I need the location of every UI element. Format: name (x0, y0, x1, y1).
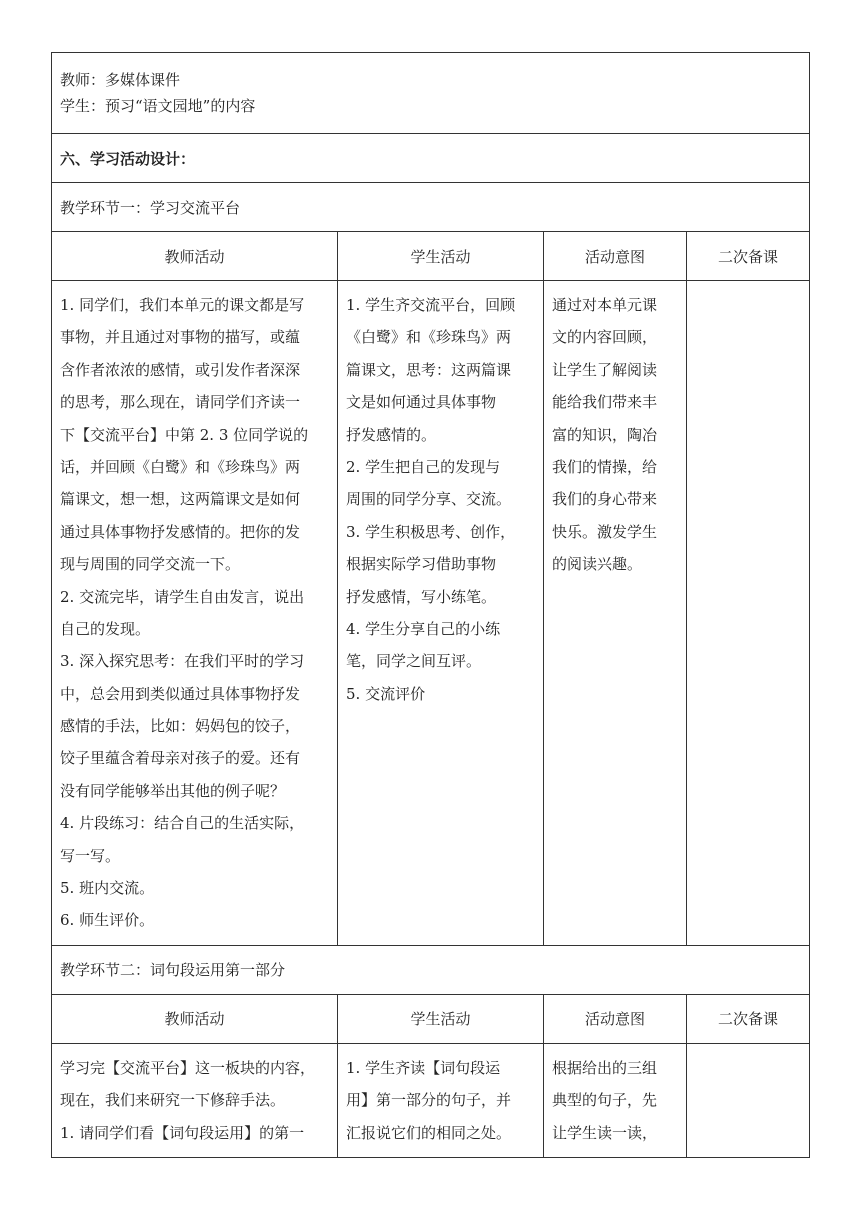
text-line: 4. 片段练习：结合自己的生活实际， (60, 814, 305, 833)
text-line: 快乐。激发学生 (552, 522, 658, 541)
text-line: 1. 同学们，我们本单元的课文都是写 (60, 296, 305, 314)
stage-2-content-row (52, 1043, 810, 1157)
stage-2-activity-intent (544, 1043, 687, 1157)
text-line: 笔，同学之间互评。 (346, 652, 482, 671)
text-line: 的思考，那么现在，请同学们齐读一 (60, 393, 301, 412)
text-line: 周围的同学分享、交流。 (346, 490, 512, 509)
stage-2-title: 教学环节二：词句段运用第一部分 (52, 945, 810, 994)
text-line: 含作者浓浓的感情，或引发作者深深 (60, 360, 301, 379)
student-prep-text: 学生：预习“语文园地”的内容 (60, 97, 256, 115)
text-line: 1. 请同学们看【词句段运用】的第一 (60, 1123, 305, 1142)
column-header-teacher: 教师活动 (52, 232, 338, 281)
text-line: 没有同学能够举出其他的例子呢？ (60, 781, 286, 800)
stage-1-teacher-activity (52, 281, 338, 946)
column-header-notes: 二次备课 (687, 232, 810, 281)
column-header-intent: 活动意图 (544, 994, 687, 1043)
stage-1-secondary-notes (687, 281, 810, 946)
text-line: 1. 学生齐读【词句段运 (346, 1058, 501, 1077)
text-line: 典型的句子，先 (552, 1091, 658, 1110)
text-line: 抒发感情，写小练笔。 (346, 587, 497, 606)
text-line: 4. 学生分享自己的小练 (346, 619, 501, 638)
text-line: 事物，并且通过对事物的描写，或蕴 (60, 328, 301, 347)
text-line: 话，并回顾《白鹭》和《珍珠鸟》两 (60, 457, 301, 476)
text-line: 我们的身心带来 (552, 490, 658, 509)
text-line: 能给我们带来丰 (552, 393, 658, 412)
text-line: 富的知识，陶冶 (552, 425, 658, 444)
text-line: 中，总会用到类似通过具体事物抒发 (60, 684, 301, 703)
section-title: 六、学习活动设计： (52, 134, 810, 183)
text-line: 根据实际学习借助事物 (346, 555, 497, 574)
text-line: 1. 学生齐交流平台，回顾 (346, 296, 516, 314)
preparation-cell (52, 53, 810, 134)
text-line: 文的内容回顾， (552, 328, 658, 347)
teacher-prep-text: 教师：多媒体课件 (60, 71, 181, 89)
text-line: 根据给出的三组 (552, 1058, 658, 1077)
stage-1-column-headers (52, 232, 810, 281)
text-line: 的阅读兴趣。 (552, 555, 643, 574)
column-header-student: 学生活动 (338, 232, 544, 281)
text-line: 让学生读一读， (552, 1123, 658, 1142)
stage-2-column-headers (52, 994, 810, 1043)
text-line: 《白鹭》和《珍珠鸟》两 (346, 328, 512, 347)
stage-2-student-activity (338, 1043, 544, 1157)
text-line: 2. 学生把自己的发现与 (346, 457, 501, 476)
text-line: 5. 班内交流。 (60, 879, 155, 898)
stage-2-teacher-activity (52, 1043, 338, 1157)
text-line: 通过具体事物抒发感情的。把你的发 (60, 522, 301, 541)
lesson-plan-document (51, 52, 809, 1158)
text-line: 篇课文，想一想，这两篇课文是如何 (60, 490, 301, 509)
stage-1-content-row (52, 281, 810, 946)
stage-1-student-activity (338, 281, 544, 946)
text-line: 3. 学生积极思考、创作， (346, 522, 516, 541)
text-line: 汇报说它们的相同之处。 (346, 1123, 512, 1142)
text-line: 让学生了解阅读 (552, 360, 658, 379)
text-line: 5. 交流评价 (346, 684, 426, 703)
column-header-notes: 二次备课 (687, 994, 810, 1043)
column-header-student: 学生活动 (338, 994, 544, 1043)
text-line: 下【交流平台】中第 2. 3 位同学说的 (60, 425, 309, 444)
text-line: 现与周围的同学交流一下。 (60, 555, 241, 574)
stage-1-title: 教学环节一：学习交流平台 (52, 183, 810, 232)
text-line: 学习完【交流平台】这一板块的内容， (60, 1058, 316, 1077)
text-line: 3. 深入探究思考：在我们平时的学习 (60, 652, 305, 671)
stage-1-activity-intent (544, 281, 687, 946)
text-line: 文是如何通过具体事物 (346, 393, 497, 412)
text-line: 用】第一部分的句子，并 (346, 1091, 512, 1110)
text-line: 自己的发现。 (60, 619, 151, 638)
text-line: 篇课文，思考：这两篇课 (346, 360, 512, 379)
column-header-intent: 活动意图 (544, 232, 687, 281)
text-line: 写一写。 (60, 846, 121, 865)
text-line: 通过对本单元课 (552, 296, 658, 314)
text-line: 6. 师生评价。 (60, 911, 155, 930)
text-line: 2. 交流完毕，请学生自由发言，说出 (60, 587, 305, 606)
text-line: 感情的手法，比如：妈妈包的饺子， (60, 717, 301, 736)
text-line: 我们的情操，给 (552, 457, 658, 476)
column-header-teacher: 教师活动 (52, 994, 338, 1043)
text-line: 饺子里蕴含着母亲对孩子的爱。还有 (60, 749, 301, 768)
text-line: 抒发感情的。 (346, 425, 437, 444)
lesson-plan-table (51, 52, 810, 1158)
text-line: 现在，我们来研究一下修辞手法。 (60, 1091, 286, 1110)
stage-2-secondary-notes (687, 1043, 810, 1157)
